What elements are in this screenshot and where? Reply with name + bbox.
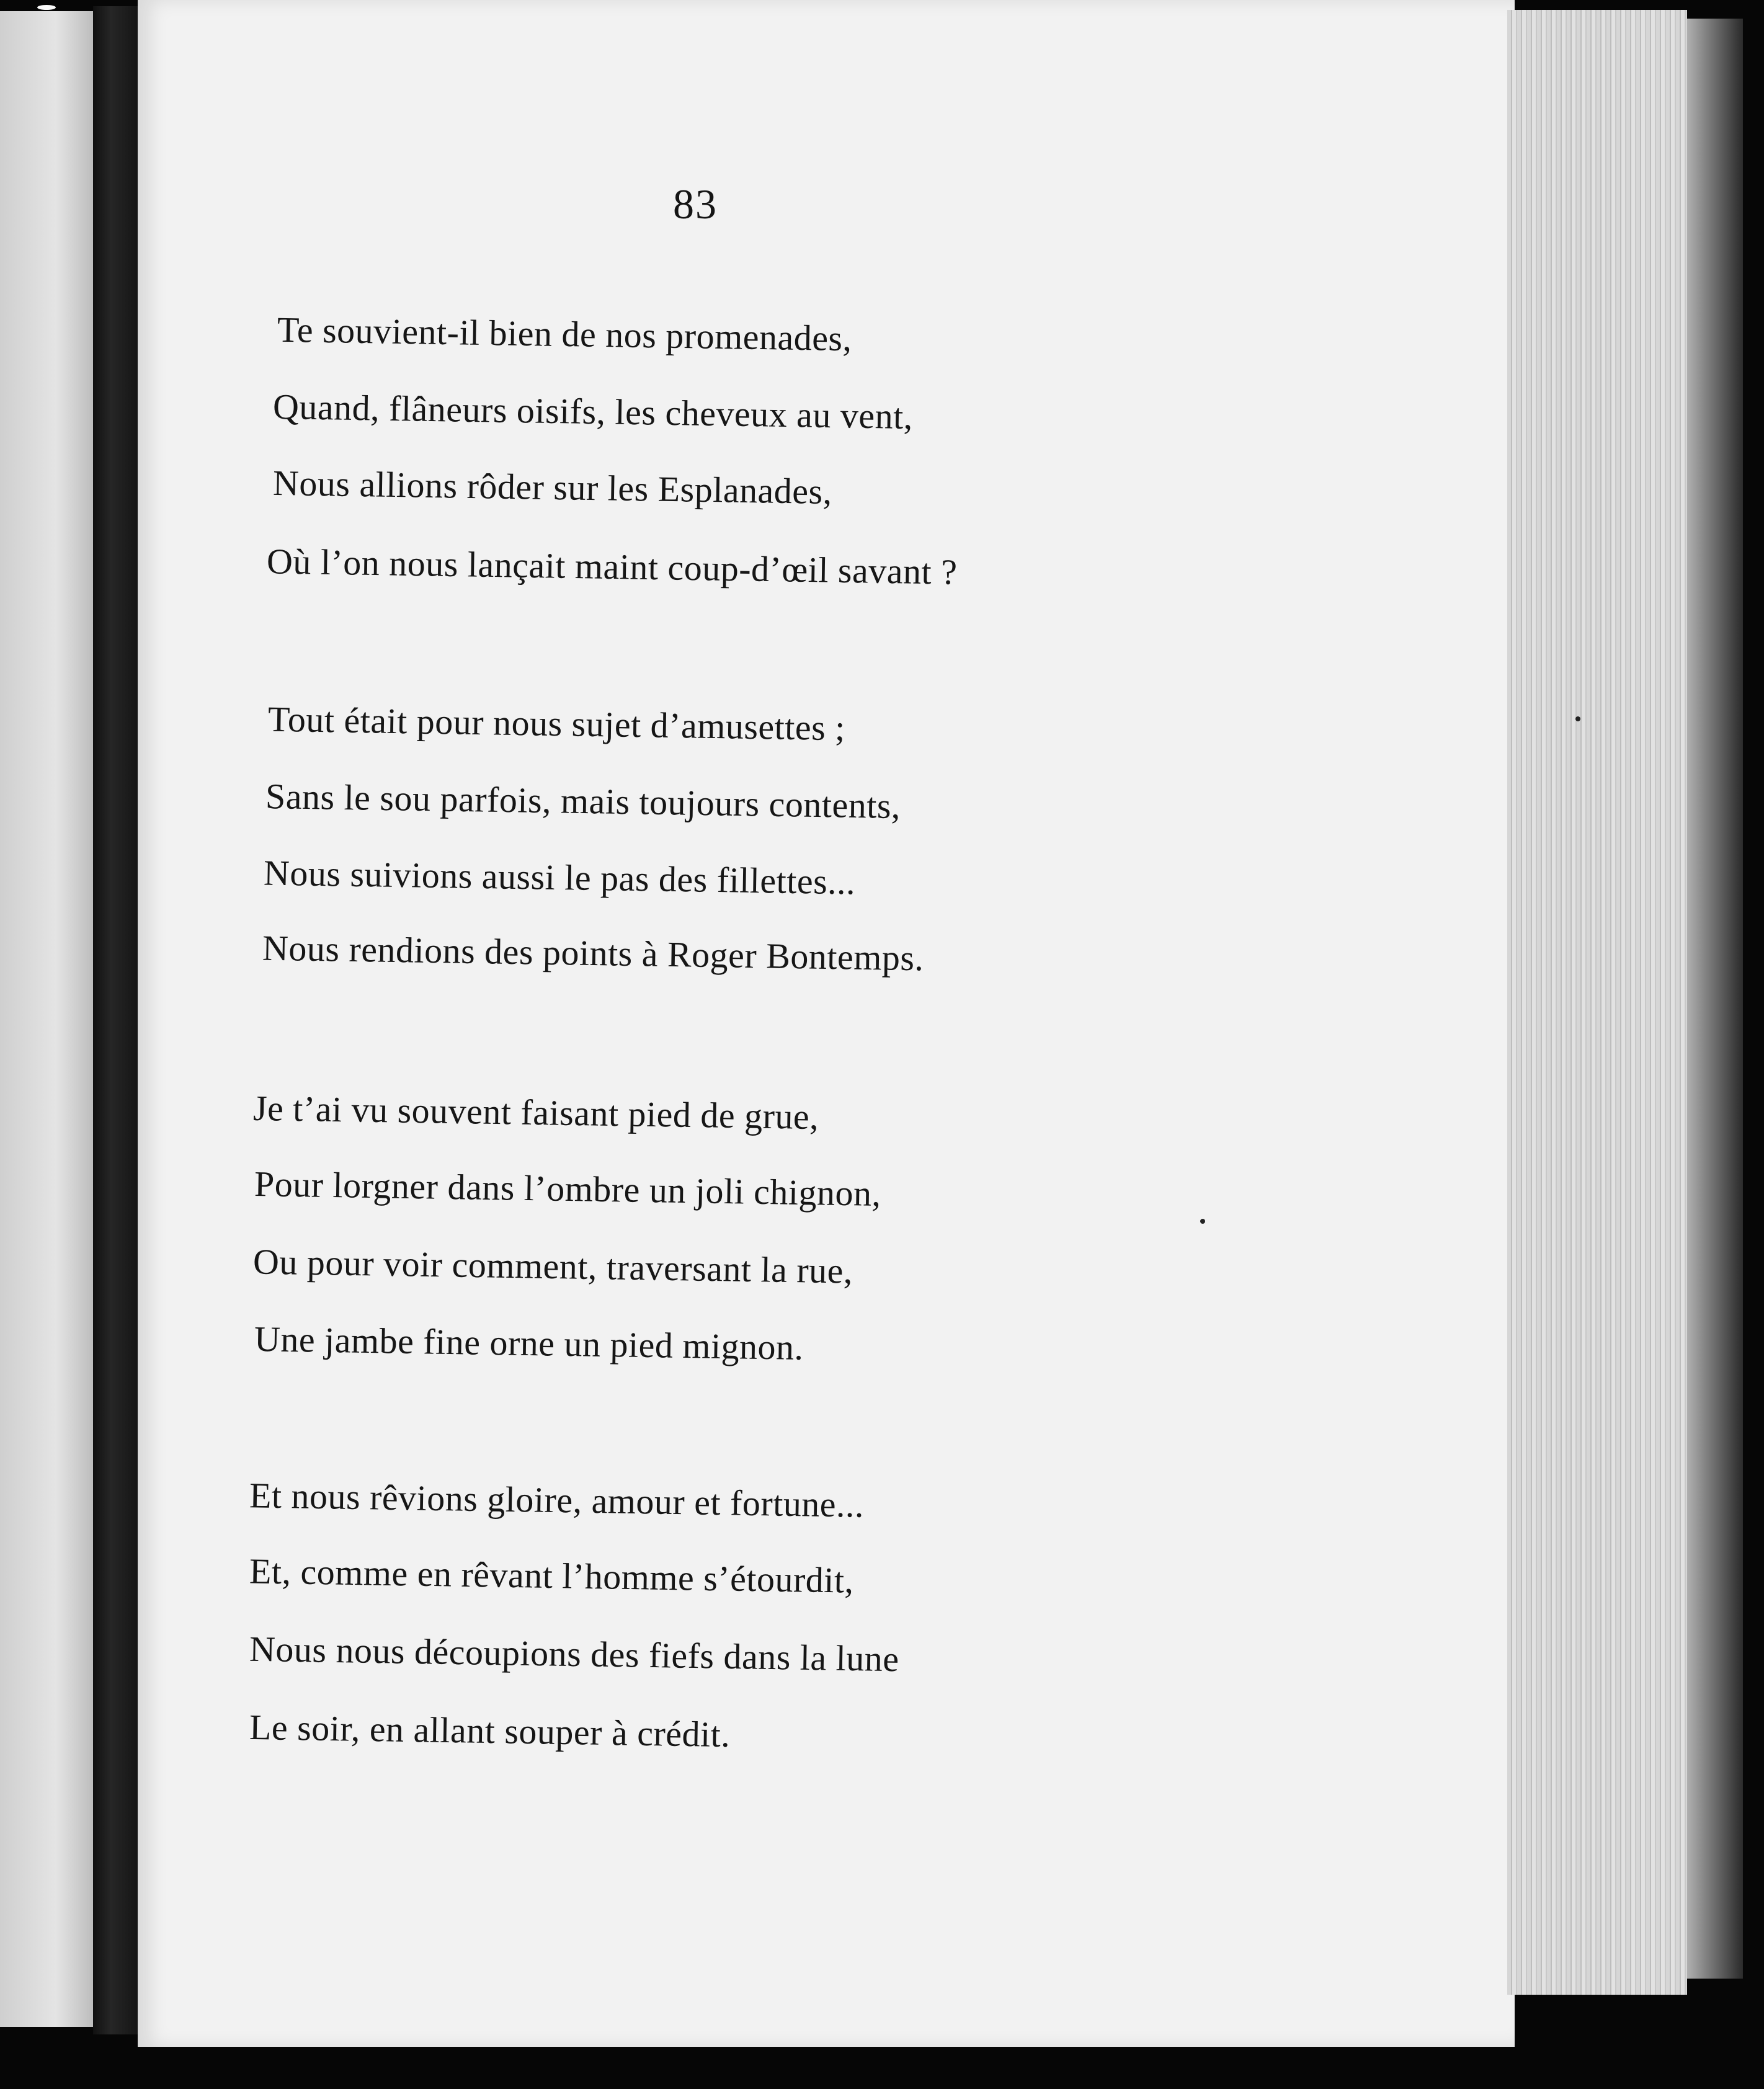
verse-line: Et, comme en rêvant l’homme s’étourdit, (249, 1551, 855, 1601)
verse-line: Nous nous découpions des fiefs dans la lune (249, 1628, 900, 1680)
verse-line: Nous allions rôder sur les Esplanades, (272, 462, 833, 512)
dust-speck (1200, 1219, 1205, 1224)
verse-line: Pour lorgner dans l’ombre un joli chignon, (254, 1164, 882, 1214)
verse-line: Tout était pour nous sujet d’amusettes ; (267, 698, 846, 749)
verse-line: Où l’on nous lançait maint coup-d’œil savant ? (266, 541, 958, 592)
verse-line: Ou pour voir comment, traversant la rue, (252, 1241, 853, 1291)
verse-line: Nous suivions aussi le pas des fillettes... (263, 852, 856, 902)
verse-line: Une jambe fine orne un pied mignon. (254, 1319, 804, 1368)
page-number: 83 (673, 180, 718, 228)
verse-line: Te souvient-il bien de nos promenades, (277, 309, 853, 359)
verse-line: Sans le sou parfois, mais toujours contents, (265, 775, 901, 827)
verse-line: Nous rendions des points à Roger Bontemps. (262, 927, 924, 979)
verse-line: Je t’ai vu souvent faisant pied de grue, (252, 1087, 819, 1138)
verse-line: Et nous rêvions gloire, amour et fortune... (249, 1475, 865, 1525)
dust-speck (1575, 716, 1580, 721)
verse-line: Quand, flâneurs oisifs, les cheveux au vent, (272, 386, 914, 437)
verse-line: Le soir, en allant souper à crédit. (249, 1706, 731, 1755)
dust-speck (37, 5, 56, 10)
